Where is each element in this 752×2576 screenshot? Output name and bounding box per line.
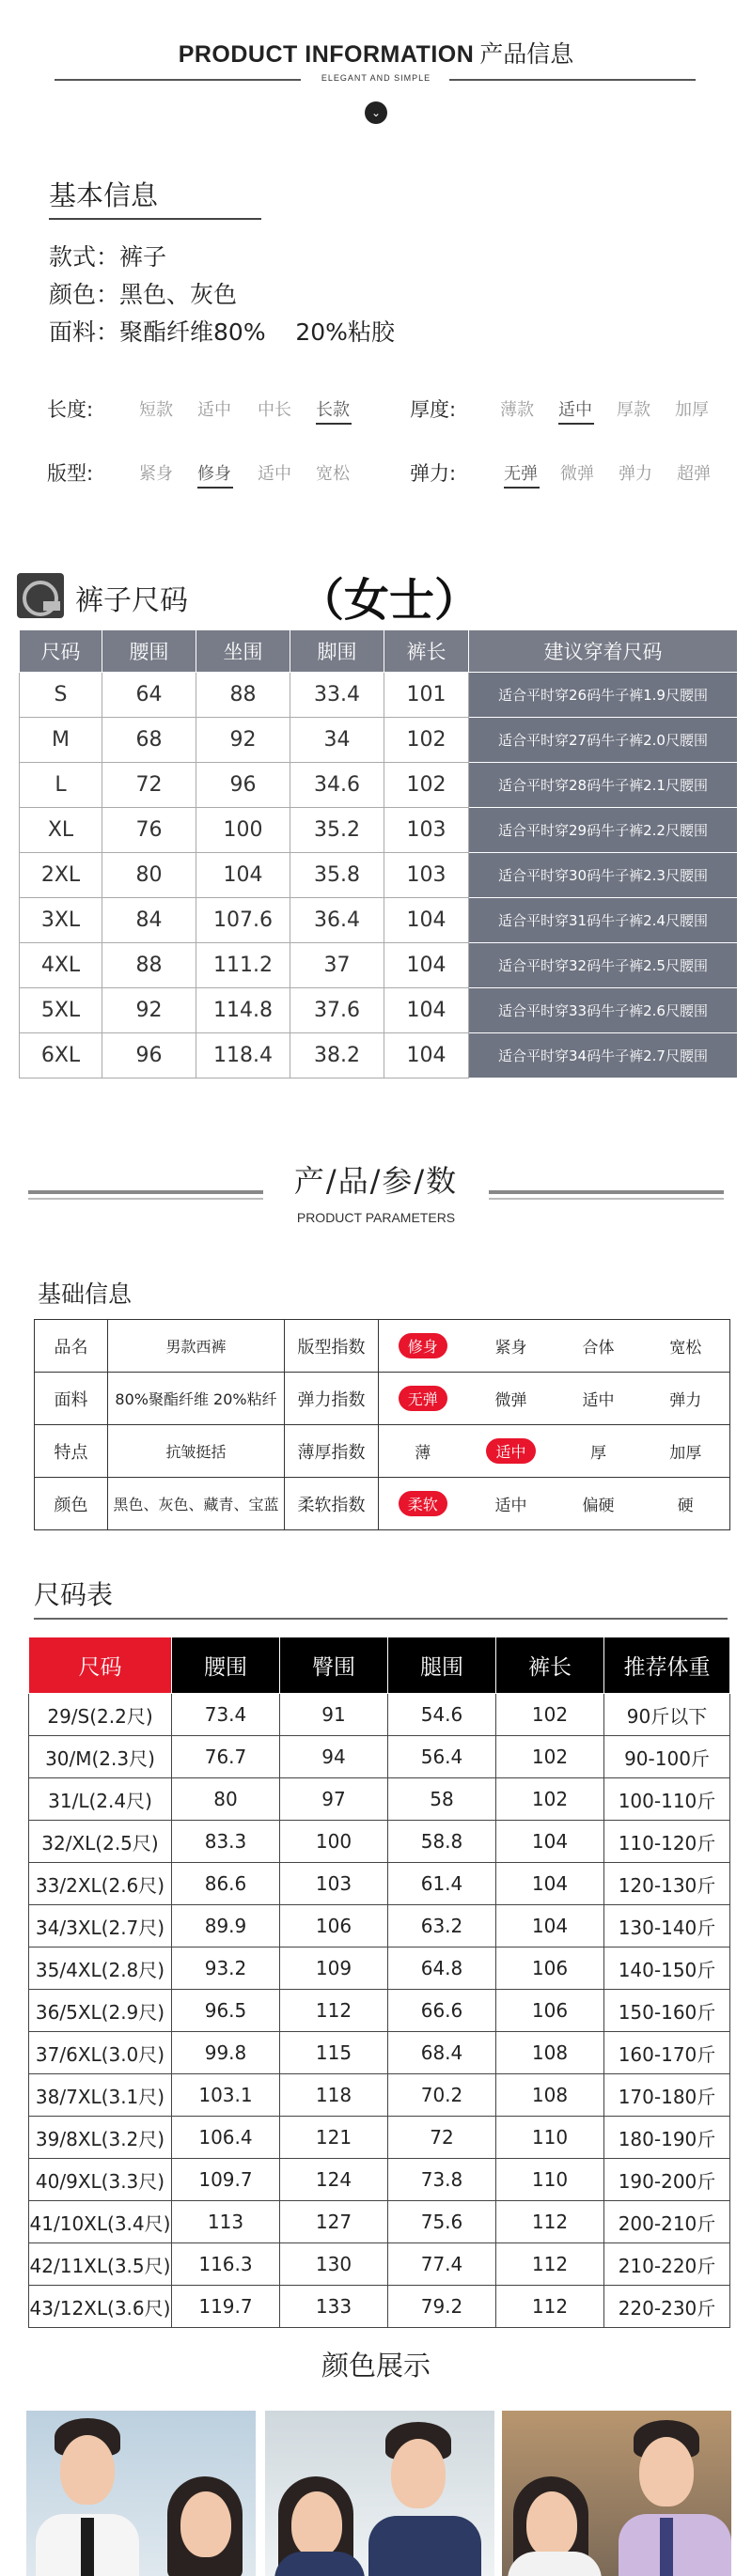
table-cell: 113	[172, 2201, 280, 2243]
table-cell: 37	[290, 943, 384, 988]
table-cell: 41/10XL(3.4尺)	[29, 2201, 172, 2243]
table-cell: 35.2	[290, 808, 384, 853]
param-tag-cell	[379, 1320, 467, 1373]
elastic-option: 微弹	[560, 464, 594, 484]
recommended-size-cell: 适合平时穿31码牛子裤2.4尺腰围	[469, 898, 738, 943]
param-label: 特点	[35, 1425, 108, 1478]
param-tag-cell	[556, 1425, 642, 1478]
table-cell: 32/XL(2.5尺)	[29, 1821, 172, 1863]
table-cell: 6XL	[20, 1033, 102, 1079]
table-cell: 103	[384, 853, 469, 898]
table-cell: 92	[102, 988, 196, 1033]
recommended-size-cell: 适合平时穿30码牛子裤2.3尺腰围	[469, 853, 738, 898]
product-info-header	[0, 0, 752, 150]
table-cell: 58.8	[388, 1821, 496, 1863]
elastic-selected-underline	[504, 487, 540, 489]
table-header-row	[29, 1637, 730, 1694]
recommended-size-cell: 适合平时穿29码牛子裤2.2尺腰围	[469, 808, 738, 853]
table-cell: M	[20, 718, 102, 763]
table-cell: 90-100斤	[604, 1736, 730, 1778]
table-cell: 100-110斤	[604, 1778, 730, 1821]
table-cell: 140-150斤	[604, 1948, 730, 1990]
table-cell: 88	[196, 673, 290, 718]
table-cell: 63.2	[388, 1905, 496, 1948]
table-row	[29, 2032, 730, 2074]
table-cell: 89.9	[172, 1905, 280, 1948]
table-row	[20, 763, 738, 808]
header-subtitle: ELEGANT AND SIMPLE	[321, 73, 431, 83]
recommended-size-cell: 适合平时穿27码牛子裤2.0尺腰围	[469, 718, 738, 763]
table-cell: 91	[280, 1694, 388, 1736]
table-cell: 83.3	[172, 1821, 280, 1863]
param-tag-cell	[642, 1373, 730, 1425]
table-cell: 37/6XL(3.0尺)	[29, 2032, 172, 2074]
pants-size-title: 裤子尺码	[75, 584, 188, 617]
table-cell: 5XL	[20, 988, 102, 1033]
param-tag-cell	[467, 1425, 556, 1478]
param-tag: 合体	[582, 1339, 615, 1358]
table-row	[29, 1863, 730, 1905]
table-cell: 103	[280, 1863, 388, 1905]
table-cell: 56.4	[388, 1736, 496, 1778]
table-cell: 39/8XL(3.2尺)	[29, 2117, 172, 2159]
table-cell: 3XL	[20, 898, 102, 943]
model-photo	[26, 2411, 256, 2576]
table-cell: 133	[280, 2286, 388, 2328]
table-cell: 130-140斤	[604, 1905, 730, 1948]
table-cell: 38/7XL(3.1尺)	[29, 2074, 172, 2117]
color-value: 黑色、灰色	[119, 281, 238, 308]
table-row	[35, 1425, 730, 1478]
table-cell: 61.4	[388, 1863, 496, 1905]
table-cell: 73.8	[388, 2159, 496, 2201]
table-cell: 42/11XL(3.5尺)	[29, 2243, 172, 2286]
param-tag: 厚	[590, 1444, 606, 1463]
table-cell: 102	[496, 1736, 604, 1778]
table-cell: 66.6	[388, 1990, 496, 2032]
style-label: 款式：	[49, 243, 120, 271]
table-cell: 58	[388, 1778, 496, 1821]
table-cell: 107.6	[196, 898, 290, 943]
table-cell: 104	[496, 1821, 604, 1863]
param-tag: 弹力	[669, 1391, 702, 1410]
table-cell: 88	[102, 943, 196, 988]
table-header: 裤长	[496, 1637, 604, 1694]
table-row	[29, 1694, 730, 1736]
recommended-size-cell: 适合平时穿32码牛子裤2.5尺腰围	[469, 943, 738, 988]
pants-size-table	[19, 629, 738, 1079]
param-tag-cell	[642, 1320, 730, 1373]
table-cell: 124	[280, 2159, 388, 2201]
table-cell: 35/4XL(2.8尺)	[29, 1948, 172, 1990]
table-cell: 150-160斤	[604, 1990, 730, 2032]
fabric-value: 聚酯纤维80% 20%粘胶	[119, 318, 395, 346]
size-chart-title: 尺码表	[34, 1579, 114, 1610]
table-header: 坐围	[196, 630, 290, 673]
param-tag-selected: 无弹	[399, 1386, 447, 1411]
fit-option: 宽松	[316, 464, 350, 484]
param-tag-selected: 柔软	[399, 1491, 447, 1516]
table-cell: 104	[196, 853, 290, 898]
table-cell: 108	[496, 2074, 604, 2117]
param-tag: 宽松	[669, 1339, 702, 1358]
basic-info-divider	[49, 218, 261, 220]
table-cell: 100	[196, 808, 290, 853]
param-index-label: 薄厚指数	[285, 1425, 379, 1478]
table-cell: 2XL	[20, 853, 102, 898]
table-cell: 101	[384, 673, 469, 718]
table-cell: 106.4	[172, 2117, 280, 2159]
param-tag-cell	[556, 1320, 642, 1373]
table-cell: 106	[496, 1990, 604, 2032]
table-cell: 127	[280, 2201, 388, 2243]
length-option: 短款	[139, 400, 173, 420]
table-cell: 220-230斤	[604, 2286, 730, 2328]
table-cell: 109	[280, 1948, 388, 1990]
param-label: 品名	[35, 1320, 108, 1373]
table-cell: 76.7	[172, 1736, 280, 1778]
table-row	[29, 1736, 730, 1778]
fabric-row	[49, 314, 395, 348]
table-cell: 86.6	[172, 1863, 280, 1905]
table-cell: 96	[196, 763, 290, 808]
table-cell: 118.4	[196, 1033, 290, 1079]
table-cell: 80	[172, 1778, 280, 1821]
table-cell: 93.2	[172, 1948, 280, 1990]
thickness-option: 薄款	[500, 400, 534, 420]
table-cell: 104	[496, 1905, 604, 1948]
table-row	[20, 898, 738, 943]
table-cell: 112	[496, 2243, 604, 2286]
recommended-size-cell: 适合平时穿28码牛子裤2.1尺腰围	[469, 763, 738, 808]
fabric-label: 面料：	[49, 318, 120, 346]
table-cell: 108	[496, 2032, 604, 2074]
table-cell: 102	[384, 763, 469, 808]
table-cell: 121	[280, 2117, 388, 2159]
table-cell: 112	[280, 1990, 388, 2032]
table-row	[20, 853, 738, 898]
param-tag-cell	[379, 1425, 467, 1478]
thickness-option: 加厚	[675, 400, 709, 420]
params-subtitle: PRODUCT PARAMETERS	[296, 1210, 456, 1225]
table-cell: 30/M(2.3尺)	[29, 1736, 172, 1778]
table-cell: 99.8	[172, 2032, 280, 2074]
param-tag-cell	[642, 1478, 730, 1530]
table-cell: 75.6	[388, 2201, 496, 2243]
param-value: 抗皱挺括	[108, 1425, 285, 1478]
fit-selected-underline	[197, 487, 233, 489]
table-cell: XL	[20, 808, 102, 853]
table-cell: 37.6	[290, 988, 384, 1033]
table-cell: 200-210斤	[604, 2201, 730, 2243]
table-cell: 70.2	[388, 2074, 496, 2117]
table-cell: 104	[384, 898, 469, 943]
table-cell: 103.1	[172, 2074, 280, 2117]
table-cell: 31/L(2.4尺)	[29, 1778, 172, 1821]
param-tag: 硬	[677, 1497, 694, 1515]
table-header: 脚围	[290, 630, 384, 673]
table-cell: 68	[102, 718, 196, 763]
param-tag-cell	[379, 1373, 467, 1425]
param-index-label: 弹力指数	[285, 1373, 379, 1425]
table-header: 尺码	[29, 1637, 172, 1694]
color-display-title: 颜色展示	[321, 2350, 431, 2382]
table-cell: 116.3	[172, 2243, 280, 2286]
param-tag-selected: 适中	[486, 1438, 535, 1464]
table-cell: 160-170斤	[604, 2032, 730, 2074]
table-cell: 72	[102, 763, 196, 808]
thickness-option: 厚款	[617, 400, 650, 420]
table-cell: 79.2	[388, 2286, 496, 2328]
table-cell: 170-180斤	[604, 2074, 730, 2117]
table-row	[29, 2286, 730, 2328]
param-tag-cell	[556, 1373, 642, 1425]
table-cell: 43/12XL(3.6尺)	[29, 2286, 172, 2328]
table-row	[29, 1821, 730, 1863]
color-label: 颜色：	[49, 281, 120, 308]
table-cell: 180-190斤	[604, 2117, 730, 2159]
length-option: 适中	[197, 400, 231, 420]
chevron-down-icon[interactable]: ⌄	[365, 101, 387, 124]
param-tag-cell	[467, 1478, 556, 1530]
style-value: 裤子	[119, 243, 167, 271]
table-header: 腰围	[172, 1637, 280, 1694]
table-cell: 210-220斤	[604, 2243, 730, 2286]
table-cell: 80	[102, 853, 196, 898]
param-tag: 加厚	[669, 1444, 702, 1463]
table-cell: 76	[102, 808, 196, 853]
table-cell: 92	[196, 718, 290, 763]
table-cell: 84	[102, 898, 196, 943]
table-cell: 112	[496, 2201, 604, 2243]
table-cell: 33/2XL(2.6尺)	[29, 1863, 172, 1905]
table-cell: 103	[384, 808, 469, 853]
length-selected-underline	[316, 423, 352, 425]
table-row	[20, 718, 738, 763]
table-cell: 190-200斤	[604, 2159, 730, 2201]
param-tag: 微弹	[494, 1391, 527, 1410]
elastic-option: 超弹	[677, 464, 711, 484]
table-cell: 109.7	[172, 2159, 280, 2201]
table-cell: 35.8	[290, 853, 384, 898]
table-cell: 68.4	[388, 2032, 496, 2074]
table-cell: 112	[496, 2286, 604, 2328]
table-cell: 90斤以下	[604, 1694, 730, 1736]
table-row	[35, 1373, 730, 1425]
pants-size-gender: （女士）	[299, 574, 480, 627]
table-header: 尺码	[20, 630, 102, 673]
table-cell: 100	[280, 1821, 388, 1863]
elastic-label: 弹力:	[410, 462, 457, 485]
table-cell: 72	[388, 2117, 496, 2159]
recommended-size-cell: 适合平时穿26码牛子裤1.9尺腰围	[469, 673, 738, 718]
elastic-option-selected: 无弹	[504, 464, 538, 484]
table-cell: 130	[280, 2243, 388, 2286]
table-cell: 102	[496, 1778, 604, 1821]
param-label: 颜色	[35, 1478, 108, 1530]
table-cell: 102	[384, 718, 469, 763]
table-cell: 119.7	[172, 2286, 280, 2328]
param-value: 男款西裤	[108, 1320, 285, 1373]
table-header: 裤长	[384, 630, 469, 673]
color-row	[49, 276, 237, 310]
table-row	[29, 2074, 730, 2117]
table-row	[35, 1320, 730, 1373]
table-cell: 118	[280, 2074, 388, 2117]
table-cell: 38.2	[290, 1033, 384, 1079]
param-tag-cell	[642, 1425, 730, 1478]
table-header: 推荐体重	[604, 1637, 730, 1694]
table-row	[20, 988, 738, 1033]
table-cell: 94	[280, 1736, 388, 1778]
table-cell: 34/3XL(2.7尺)	[29, 1905, 172, 1948]
header-title-en: PRODUCT INFORMATION	[178, 41, 475, 68]
table-cell: S	[20, 673, 102, 718]
param-tag: 偏硬	[582, 1497, 615, 1515]
thickness-option-selected: 适中	[558, 400, 592, 420]
table-cell: 4XL	[20, 943, 102, 988]
table-row	[29, 1778, 730, 1821]
table-cell: 120-130斤	[604, 1863, 730, 1905]
thickness-selected-underline	[558, 423, 594, 425]
table-cell: 34.6	[290, 763, 384, 808]
table-cell: 34	[290, 718, 384, 763]
param-tag-cell	[556, 1478, 642, 1530]
table-row	[20, 943, 738, 988]
param-tag: 紧身	[494, 1339, 527, 1358]
params-title: 产/品/参/数	[293, 1163, 459, 1199]
fit-option: 紧身	[139, 464, 173, 484]
param-value: 黑色、灰色、藏青、宝蓝	[108, 1478, 285, 1530]
params-section-title: 基础信息	[38, 1280, 133, 1308]
table-cell: 77.4	[388, 2243, 496, 2286]
table-cell: 102	[496, 1694, 604, 1736]
param-tag: 适中	[494, 1497, 527, 1515]
params-table	[34, 1319, 730, 1530]
param-value: 80%聚酯纤维 20%粘纤	[108, 1373, 285, 1425]
model-photo	[265, 2411, 494, 2576]
table-row	[35, 1478, 730, 1530]
table-row	[29, 1948, 730, 1990]
recommended-size-cell: 适合平时穿33码牛子裤2.6尺腰围	[469, 988, 738, 1033]
size-chart-divider	[34, 1618, 728, 1620]
param-tag-cell	[467, 1320, 556, 1373]
table-cell: 36.4	[290, 898, 384, 943]
recommended-size-cell: 适合平时穿34码牛子裤2.7尺腰围	[469, 1033, 738, 1079]
table-row	[20, 673, 738, 718]
table-row	[20, 1033, 738, 1079]
tape-measure-icon	[17, 573, 64, 618]
table-cell: 110	[496, 2117, 604, 2159]
table-header-row	[20, 630, 738, 673]
length-option: 中长	[258, 400, 291, 420]
table-cell: 29/S(2.2尺)	[29, 1694, 172, 1736]
style-row	[49, 239, 166, 272]
table-row	[29, 1905, 730, 1948]
table-cell: 73.4	[172, 1694, 280, 1736]
table-header: 腰围	[102, 630, 196, 673]
param-label: 面料	[35, 1373, 108, 1425]
table-cell: 104	[384, 1033, 469, 1079]
table-header: 腿围	[388, 1637, 496, 1694]
table-cell: 104	[496, 1863, 604, 1905]
table-cell: 111.2	[196, 943, 290, 988]
header-title	[0, 36, 752, 70]
table-header: 建议穿着尺码	[469, 630, 738, 673]
param-index-label: 版型指数	[285, 1320, 379, 1373]
table-cell: 104	[384, 943, 469, 988]
param-index-label: 柔软指数	[285, 1478, 379, 1530]
table-cell: L	[20, 763, 102, 808]
table-cell: 104	[384, 988, 469, 1033]
table-cell: 33.4	[290, 673, 384, 718]
param-tag-selected: 修身	[399, 1333, 447, 1358]
table-row	[29, 2159, 730, 2201]
model-photo	[502, 2411, 731, 2576]
table-row	[29, 2201, 730, 2243]
thickness-label: 厚度:	[410, 398, 457, 421]
table-cell: 54.6	[388, 1694, 496, 1736]
table-row	[29, 2117, 730, 2159]
table-row	[29, 2243, 730, 2286]
table-cell: 64	[102, 673, 196, 718]
table-cell: 40/9XL(3.3尺)	[29, 2159, 172, 2201]
param-tag-cell	[467, 1373, 556, 1425]
table-cell: 110	[496, 2159, 604, 2201]
fit-label: 版型:	[47, 462, 94, 485]
header-title-cn: 产品信息	[479, 40, 574, 68]
table-cell: 97	[280, 1778, 388, 1821]
table-cell: 96.5	[172, 1990, 280, 2032]
param-tag: 薄	[415, 1444, 431, 1463]
table-cell: 115	[280, 2032, 388, 2074]
basic-info-title: 基本信息	[49, 179, 159, 211]
table-row	[29, 1990, 730, 2032]
fit-option-selected: 修身	[197, 464, 231, 484]
size-chart-table	[28, 1637, 730, 2328]
table-cell: 36/5XL(2.9尺)	[29, 1990, 172, 2032]
table-cell: 96	[102, 1033, 196, 1079]
table-cell: 64.8	[388, 1948, 496, 1990]
param-tag: 适中	[582, 1391, 615, 1410]
table-cell: 106	[280, 1905, 388, 1948]
table-cell: 106	[496, 1948, 604, 1990]
table-header: 臀围	[280, 1637, 388, 1694]
elastic-option: 弹力	[619, 464, 652, 484]
table-cell: 110-120斤	[604, 1821, 730, 1863]
table-row	[20, 808, 738, 853]
fit-option: 适中	[258, 464, 291, 484]
length-option-selected: 长款	[316, 400, 350, 420]
length-label: 长度:	[47, 398, 94, 421]
param-tag-cell	[379, 1478, 467, 1530]
table-cell: 114.8	[196, 988, 290, 1033]
